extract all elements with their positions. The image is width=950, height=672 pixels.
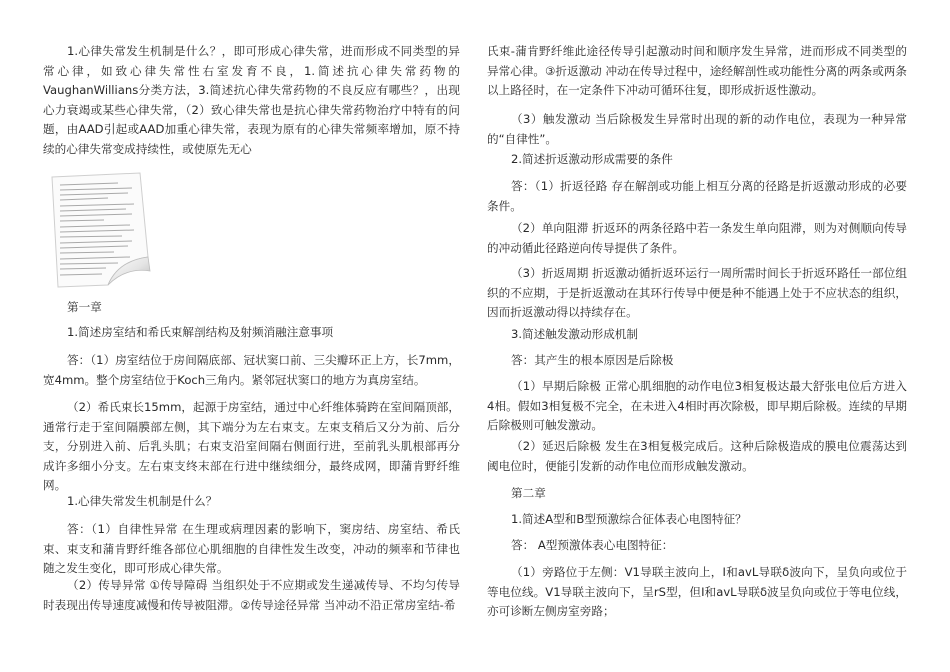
question-1-1: 1.简述房室结和希氏束解剖结构及射频消融注意事项 [67, 325, 334, 339]
question-1-3: 2.简述折返激动形成需要的条件 [511, 152, 673, 166]
answer-1-3-part-1: 答：（1）折返径路 存在解剖或功能上相互分离的径路是折返激动形成的必要条件。 [487, 179, 907, 213]
chapter-one-heading: 第一章 [67, 300, 102, 314]
answer-1-1-part-2: （2）希氏束长15mm，起源于房室结，通过中心纤维体骑跨在室间隔顶部，通常行走于室间隔膜部左侧，其下端分为左右束支。左束支稍后又分为前、后分支，分别进入前、后乳头肌；右束支沿室间隔右侧面行进，至前乳头肌根部再分成许多细小分支。左右束支终末部在行进中继续细分，最终成网，即蒲肯野纤维网。 [43, 400, 460, 492]
triggered-activity-paragraph: （3）触发激动 当后除极发生异常时出现的新的动作电位，表现为一种异常的“自律性”。 [487, 112, 907, 146]
question-1-4: 3.简述触发激动形成机制 [511, 327, 638, 341]
answer-1-1-part-1: 答：（1）房室结位于房间隔底部、冠状窦口前、三尖瓣环正上方，长7mm，宽4mm。整个房室结位于Koch三角内。紧邻冠状窦口的地方为真房室结。 [43, 353, 460, 387]
answer-1-4-part-2: （2）延迟后除极 发生在3相复极完成后。这种后除极造成的膜电位震荡达到阈电位时，便能引发新的动作电位而形成触发激动。 [487, 439, 907, 473]
document-page-icon [48, 171, 156, 289]
answer-2-1-intro: 答： A型预激体表心电图特征： [511, 538, 674, 552]
answer-1-2-part-1: 答：（1）自律性异常 在生理或病理因素的影响下，窦房结、房室结、希氏束、束支和蒲肯野纤维各部位心肌细胞的自律性发生改变，冲动的频率和节律也随之发生变化，即可形成心律失常。 [43, 522, 460, 575]
question-2-1: 1.简述A型和B型预激综合征体表心电图特征？ [511, 512, 747, 526]
document-thumbnail [48, 171, 156, 289]
answer-1-3-part-3: （3）折返周期 折返激动循折返环运行一周所需时间长于折返环路任一部位组织的不应期，于是折返激动在其环行传导中便是种不能遇上处于不应状态的组织，因而折返激动得以持续存在。 [487, 266, 907, 319]
answer-2-1-part-1: （1）旁路位于左侧：V1导联主波向上，Ⅰ和avL导联δ波向下，呈负向或位于等电位线。V1导联主波向下，呈rS型，但Ⅰ和avL导联δ波呈负向或位于等电位线，亦可诊断左侧房室旁路； [487, 565, 907, 618]
chapter-two-heading: 第二章 [511, 486, 546, 500]
answer-1-4-intro: 答：其产生的根本原因是后除极 [511, 353, 674, 367]
answer-1-2-part-2: （2）传导异常 ①传导障碍 当组织处于不应期或发生递减传导、不均匀传导时表现出传导速度减慢和传导被阻滞。②传导途径异常 当冲动不沿正常房室结-希 [43, 578, 460, 612]
answer-1-4-part-1: （1）早期后除极 正常心肌细胞的动作电位3相复极达最大舒张电位后方进入4相。假如3相复极不完全，在未进入4相时再次除极，即早期后除极。连续的早期后除极则可触发激动。 [487, 379, 907, 432]
question-1-2: 1.心律失常发生机制是什么？ [67, 494, 218, 508]
continued-paragraph: 氏束-蒲肯野纤维此途径传导引起激动时间和顺序发生异常，进而形成不同类型的异常心律。③折返激动 冲动在传导过程中，途经解剖性或功能性分离的两条或两条以上路径时，在一定条件下冲动可循环往复，即形成折返性激动。 [487, 44, 907, 97]
answer-1-3-part-2: （2）单向阻滞 折返环的两条径路中若一条发生单向阻滞，则为对侧顺向传导的冲动循此径路逆向传导提供了条件。 [487, 221, 907, 255]
intro-paragraph: 1.心律失常发生机制是什么？，即可形成心律失常，进而形成不同类型的异常心律，如致心律失常性右室发育不良，1.简述抗心律失常药物的VaughanWillians分类方法，3.简述抗心律失常药物的不良反应有哪些？，出现心力衰竭或某些心律失常，（2）致心律失常也是抗心律失常药物治疗中特有的问题，由AAD引起或AAD加重心律失常，表现为原有的心律失常频率增加，原不持续的心律失常变成持续性，或使原先无心 [43, 44, 460, 156]
